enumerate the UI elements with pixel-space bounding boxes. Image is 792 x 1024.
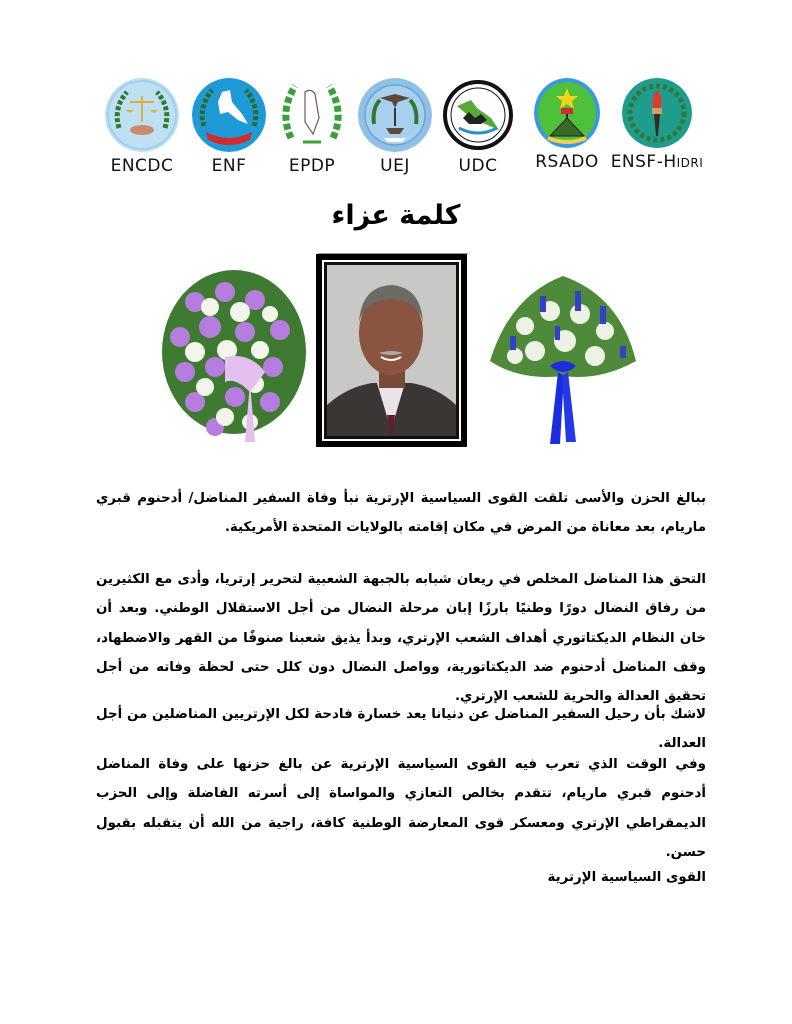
portrait-matte	[322, 260, 461, 441]
signature: القوى السياسية الإرترية	[547, 870, 706, 885]
eagle-emblem-icon	[358, 78, 432, 152]
logo-ensf-hidri	[602, 78, 712, 172]
paragraph-announcement	[96, 484, 706, 543]
logo-rsado	[524, 78, 610, 172]
logo-label-main: ENSF-H	[610, 152, 677, 172]
star-pyramid-emblem-icon	[534, 78, 600, 148]
logo-label: UEJ	[380, 156, 410, 176]
map-people-emblem-icon	[441, 78, 515, 152]
paragraph-4: وفي الوقت الذي تعرب فيه القوى السياسية الإرترية عن بالغ حزنها على وفاة المناضل أدحنوم قبري ماريام، تتقدم بخالص التعازي والمواساة إلى أسرته الفاضلة وإلى الحزب الديمقراطي الإرتري ومعسكر قوى المعارضة الوطنية كافة، راجية من الله أن يتقبله بقبول حسن.	[96, 757, 706, 860]
paragraph-biography	[96, 565, 706, 711]
logo-encdc	[99, 78, 185, 176]
purple-flower-wreath-image	[155, 262, 313, 447]
logo-udc	[435, 78, 521, 176]
eritrea-map-emblem-icon	[192, 78, 266, 152]
paragraph-1: ببالغ الحزن والأسى تلقت القوى السياسية الإرترية نبأ وفاة السفير المناضل/ أدحنوم قبري ماريام، بعد معاناة من المرض في مكان إقامته بالولايات المتحدة الأمريكية.	[96, 491, 706, 536]
logo-label: EPDP	[288, 156, 336, 176]
torch-emblem-icon	[622, 78, 692, 148]
portrait-frame	[316, 254, 467, 447]
praying-hands-wreath-emblem-icon	[275, 78, 349, 152]
logo-label: ENCDC	[110, 156, 174, 176]
portrait-photo	[327, 265, 456, 436]
logo-epdp	[269, 78, 355, 176]
page-title: كلمة عزاء	[331, 200, 461, 231]
scales-handshake-emblem-icon	[105, 78, 179, 152]
paragraph-2: التحق هذا المناضل المخلص في ريعان شبابه بالجبهة الشعبية لتحرير إرتريا، وأدى مع الكثيرين من رفاق النضال دورًا وطنيًا بارزًا إبان مرحلة النضال من أجل الاستقلال الوطني. وبعد أن خان النظام الديكتاتوري أهداف الشعب الإرتري، وبدأ يذيق شعبنا صنوفًا من القهر والاضطهاد، وقف المناضل أدحنوم ضد الديكتاتورية، وواصل النضال دون كلل حتى لحظة وفاته من أجل تحقيق العدالة والحرية للشعب الإرتري.	[96, 572, 706, 705]
logo-uej	[352, 78, 438, 176]
logo-label: UDC	[458, 156, 498, 176]
logo-label: ENF	[211, 156, 247, 176]
logo-label-smallcaps: IDRI	[676, 156, 704, 170]
blue-flower-basket-image	[480, 266, 646, 448]
paragraph-condolences	[96, 750, 706, 867]
logo-label	[602, 152, 712, 172]
organization-logos-row	[96, 78, 706, 178]
logo-label: RSADO	[535, 152, 599, 172]
paragraph-3: لاشك بأن رحيل السفير المناضل عن دنيانا يعد خسارة فادحة لكل الإرتريين المناضلين من أجل العدالة.	[96, 707, 706, 752]
logo-enf	[186, 78, 272, 176]
